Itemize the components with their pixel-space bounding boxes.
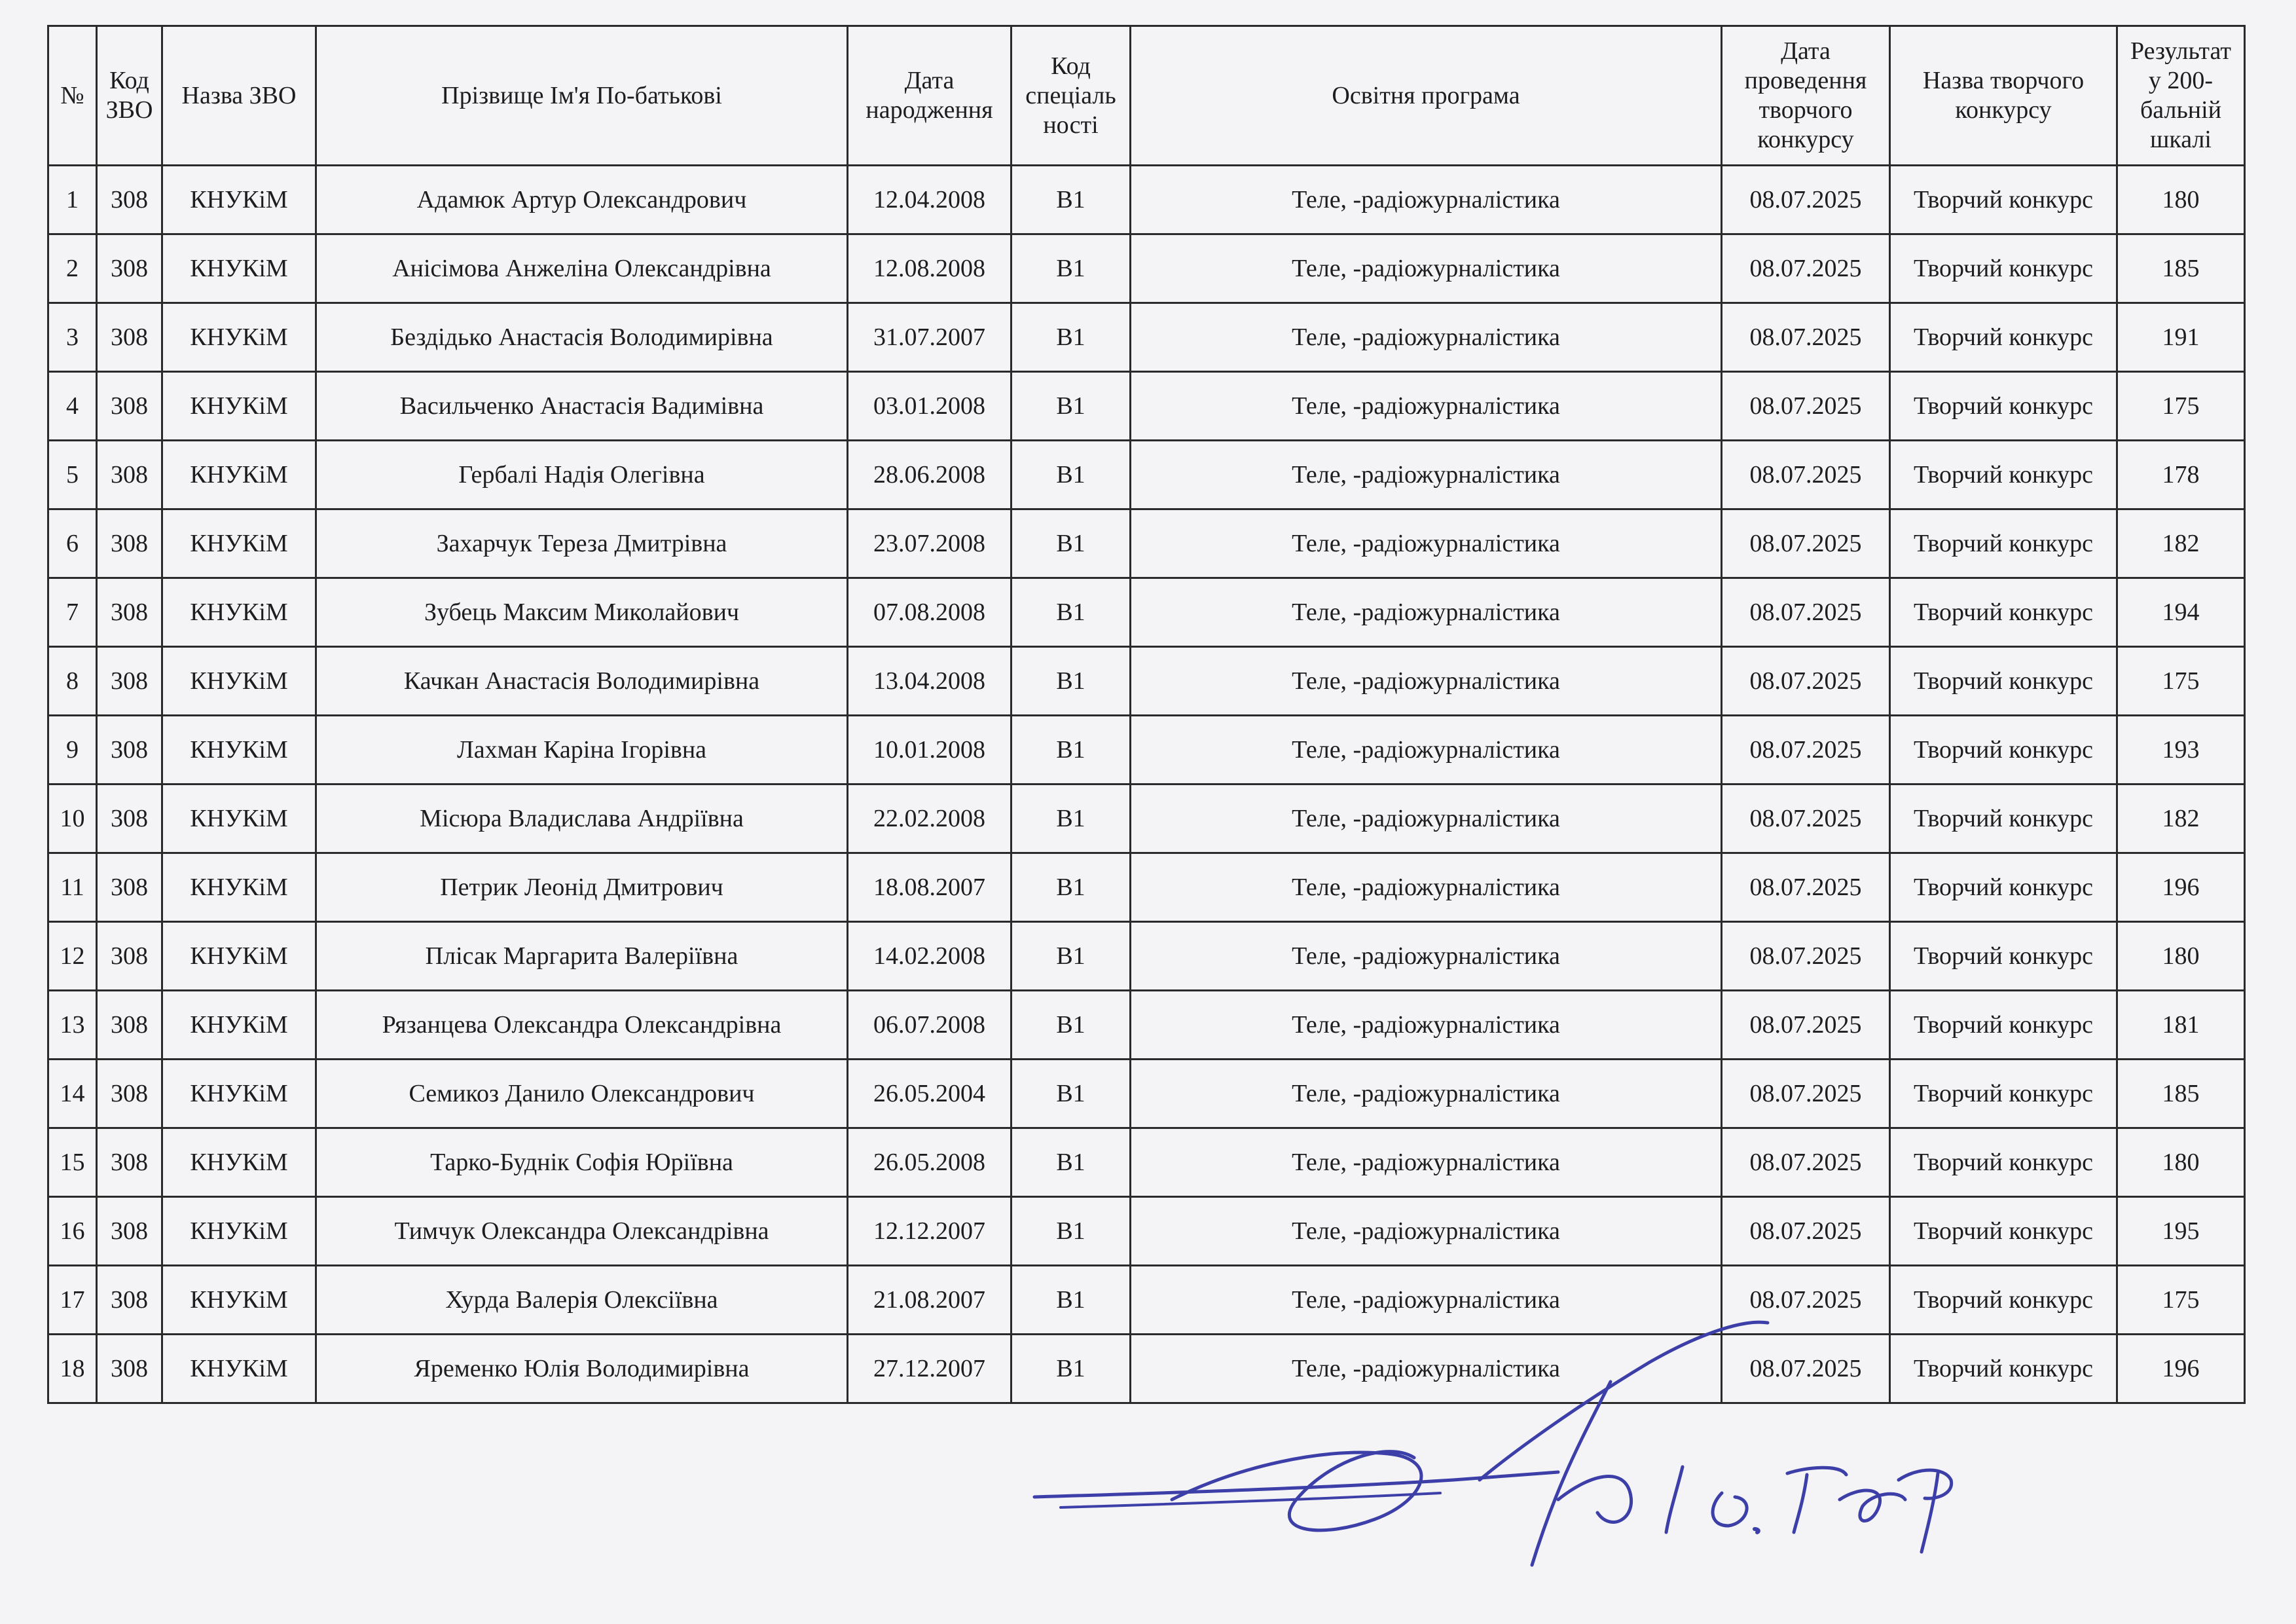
table-row: [48, 1128, 2245, 1197]
contest-date-cell: 08.07.2025: [1722, 166, 1890, 234]
institution-name-cell: КНУКіМ: [162, 853, 316, 922]
row-number-cell: 1: [48, 166, 97, 234]
signature-icon: [1021, 1303, 1977, 1591]
column-header: Назва ЗВО: [162, 26, 316, 166]
table-row: [48, 441, 2245, 509]
institution-code-cell: 308: [97, 372, 162, 441]
birth-date-cell: 23.07.2008: [848, 509, 1011, 578]
table-row: [48, 1197, 2245, 1266]
score-cell: 182: [2117, 784, 2245, 853]
full-name-cell: Тимчук Олександра Олександрівна: [316, 1197, 848, 1266]
institution-name-cell: КНУКіМ: [162, 991, 316, 1060]
specialty-code-cell: B1: [1011, 1128, 1131, 1197]
specialty-code-cell: B1: [1011, 372, 1131, 441]
contest-name-cell: Творчий конкурс: [1890, 647, 2117, 716]
table-row: [48, 922, 2245, 991]
row-number-cell: 13: [48, 991, 97, 1060]
birth-date-cell: 12.12.2007: [848, 1197, 1011, 1266]
education-program-cell: Теле, -радіожурналістика: [1131, 784, 1722, 853]
column-header: Результат у 200-бальній шкалі: [2117, 26, 2245, 166]
institution-code-cell: 308: [97, 234, 162, 303]
specialty-code-cell: B1: [1011, 922, 1131, 991]
institution-code-cell: 308: [97, 1335, 162, 1403]
score-cell: 196: [2117, 1335, 2245, 1403]
row-number-cell: 15: [48, 1128, 97, 1197]
full-name-cell: Лахман Каріна Ігорівна: [316, 716, 848, 784]
institution-code-cell: 308: [97, 303, 162, 372]
score-cell: 180: [2117, 166, 2245, 234]
institution-name-cell: КНУКіМ: [162, 922, 316, 991]
full-name-cell: Бездідько Анастасія Володимирівна: [316, 303, 848, 372]
row-number-cell: 16: [48, 1197, 97, 1266]
score-cell: 185: [2117, 1060, 2245, 1128]
contest-name-cell: Творчий конкурс: [1890, 234, 2117, 303]
contest-name-cell: Творчий конкурс: [1890, 303, 2117, 372]
contest-date-cell: 08.07.2025: [1722, 509, 1890, 578]
institution-name-cell: КНУКіМ: [162, 234, 316, 303]
score-cell: 175: [2117, 372, 2245, 441]
contest-date-cell: 08.07.2025: [1722, 578, 1890, 647]
score-cell: 194: [2117, 578, 2245, 647]
full-name-cell: Качкан Анастасія Володимирівна: [316, 647, 848, 716]
row-number-cell: 5: [48, 441, 97, 509]
contest-date-cell: 08.07.2025: [1722, 1335, 1890, 1403]
table-body: [48, 166, 2245, 1403]
table-row: [48, 509, 2245, 578]
education-program-cell: Теле, -радіожурналістика: [1131, 1197, 1722, 1266]
column-header: №: [48, 26, 97, 166]
education-program-cell: Теле, -радіожурналістика: [1131, 234, 1722, 303]
contest-name-cell: Творчий конкурс: [1890, 716, 2117, 784]
birth-date-cell: 28.06.2008: [848, 441, 1011, 509]
contest-date-cell: 08.07.2025: [1722, 716, 1890, 784]
education-program-cell: Теле, -радіожурналістика: [1131, 1335, 1722, 1403]
row-number-cell: 4: [48, 372, 97, 441]
column-header: Код ЗВО: [97, 26, 162, 166]
education-program-cell: Теле, -радіожурналістика: [1131, 166, 1722, 234]
full-name-cell: Адамюк Артур Олександрович: [316, 166, 848, 234]
education-program-cell: Теле, -радіожурналістика: [1131, 441, 1722, 509]
specialty-code-cell: B1: [1011, 578, 1131, 647]
birth-date-cell: 26.05.2008: [848, 1128, 1011, 1197]
birth-date-cell: 14.02.2008: [848, 922, 1011, 991]
specialty-code-cell: B1: [1011, 784, 1131, 853]
contest-name-cell: Творчий конкурс: [1890, 1197, 2117, 1266]
institution-code-cell: 308: [97, 784, 162, 853]
institution-code-cell: 308: [97, 1266, 162, 1335]
contest-name-cell: Творчий конкурс: [1890, 578, 2117, 647]
education-program-cell: Теле, -радіожурналістика: [1131, 509, 1722, 578]
institution-name-cell: КНУКіМ: [162, 441, 316, 509]
score-cell: 196: [2117, 853, 2245, 922]
specialty-code-cell: B1: [1011, 441, 1131, 509]
specialty-code-cell: B1: [1011, 853, 1131, 922]
score-cell: 185: [2117, 234, 2245, 303]
table-row: [48, 303, 2245, 372]
contest-date-cell: 08.07.2025: [1722, 784, 1890, 853]
education-program-cell: Теле, -радіожурналістика: [1131, 853, 1722, 922]
birth-date-cell: 31.07.2007: [848, 303, 1011, 372]
column-header: Дата проведення творчого конкурсу: [1722, 26, 1890, 166]
specialty-code-cell: B1: [1011, 1266, 1131, 1335]
row-number-cell: 14: [48, 1060, 97, 1128]
institution-name-cell: КНУКіМ: [162, 716, 316, 784]
row-number-cell: 7: [48, 578, 97, 647]
contest-name-cell: Творчий конкурс: [1890, 1335, 2117, 1403]
institution-code-cell: 308: [97, 991, 162, 1060]
full-name-cell: Яременко Юлія Володимирівна: [316, 1335, 848, 1403]
score-cell: 180: [2117, 1128, 2245, 1197]
contest-name-cell: Творчий конкурс: [1890, 441, 2117, 509]
contest-name-cell: Творчий конкурс: [1890, 1266, 2117, 1335]
contest-date-cell: 08.07.2025: [1722, 1128, 1890, 1197]
institution-name-cell: КНУКіМ: [162, 578, 316, 647]
full-name-cell: Рязанцева Олександра Олександрівна: [316, 991, 848, 1060]
row-number-cell: 3: [48, 303, 97, 372]
institution-name-cell: КНУКіМ: [162, 1060, 316, 1128]
score-cell: 178: [2117, 441, 2245, 509]
birth-date-cell: 18.08.2007: [848, 853, 1011, 922]
score-cell: 180: [2117, 922, 2245, 991]
education-program-cell: Теле, -радіожурналістика: [1131, 1266, 1722, 1335]
table-header: [48, 26, 2245, 166]
contest-name-cell: Творчий конкурс: [1890, 509, 2117, 578]
institution-code-cell: 308: [97, 853, 162, 922]
column-header: Назва творчого конкурсу: [1890, 26, 2117, 166]
institution-name-cell: КНУКіМ: [162, 509, 316, 578]
specialty-code-cell: B1: [1011, 1060, 1131, 1128]
table-row: [48, 991, 2245, 1060]
education-program-cell: Теле, -радіожурналістика: [1131, 716, 1722, 784]
column-header: Прізвище Ім'я По-батькові: [316, 26, 848, 166]
contest-name-cell: Творчий конкурс: [1890, 1060, 2117, 1128]
contest-date-cell: 08.07.2025: [1722, 303, 1890, 372]
birth-date-cell: 03.01.2008: [848, 372, 1011, 441]
specialty-code-cell: B1: [1011, 991, 1131, 1060]
institution-code-cell: 308: [97, 922, 162, 991]
results-table: [47, 25, 2246, 1404]
contest-name-cell: Творчий конкурс: [1890, 853, 2117, 922]
contest-date-cell: 08.07.2025: [1722, 647, 1890, 716]
full-name-cell: Тарко-Буднік Софія Юріївна: [316, 1128, 848, 1197]
contest-date-cell: 08.07.2025: [1722, 922, 1890, 991]
column-header: Освітня програма: [1131, 26, 1722, 166]
row-number-cell: 8: [48, 647, 97, 716]
birth-date-cell: 22.02.2008: [848, 784, 1011, 853]
specialty-code-cell: B1: [1011, 1335, 1131, 1403]
row-number-cell: 2: [48, 234, 97, 303]
birth-date-cell: 13.04.2008: [848, 647, 1011, 716]
contest-date-cell: 08.07.2025: [1722, 853, 1890, 922]
birth-date-cell: 12.04.2008: [848, 166, 1011, 234]
score-cell: 195: [2117, 1197, 2245, 1266]
full-name-cell: Анісімова Анжеліна Олександрівна: [316, 234, 848, 303]
row-number-cell: 17: [48, 1266, 97, 1335]
full-name-cell: Петрик Леонід Дмитрович: [316, 853, 848, 922]
education-program-cell: Теле, -радіожурналістика: [1131, 922, 1722, 991]
specialty-code-cell: B1: [1011, 166, 1131, 234]
full-name-cell: Гербалі Надія Олегівна: [316, 441, 848, 509]
row-number-cell: 18: [48, 1335, 97, 1403]
contest-date-cell: 08.07.2025: [1722, 372, 1890, 441]
table-row: [48, 372, 2245, 441]
education-program-cell: Теле, -радіожурналістика: [1131, 303, 1722, 372]
institution-name-cell: КНУКіМ: [162, 1266, 316, 1335]
education-program-cell: Теле, -радіожурналістика: [1131, 372, 1722, 441]
full-name-cell: Зубець Максим Миколайович: [316, 578, 848, 647]
birth-date-cell: 07.08.2008: [848, 578, 1011, 647]
institution-name-cell: КНУКіМ: [162, 303, 316, 372]
table-row: [48, 166, 2245, 234]
specialty-code-cell: B1: [1011, 303, 1131, 372]
specialty-code-cell: B1: [1011, 509, 1131, 578]
institution-code-cell: 308: [97, 166, 162, 234]
institution-name-cell: КНУКіМ: [162, 166, 316, 234]
birth-date-cell: 27.12.2007: [848, 1335, 1011, 1403]
score-cell: 175: [2117, 647, 2245, 716]
specialty-code-cell: B1: [1011, 647, 1131, 716]
score-cell: 181: [2117, 991, 2245, 1060]
education-program-cell: Теле, -радіожурналістика: [1131, 578, 1722, 647]
score-cell: 182: [2117, 509, 2245, 578]
birth-date-cell: 21.08.2007: [848, 1266, 1011, 1335]
table-row: [48, 578, 2245, 647]
full-name-cell: Захарчук Тереза Дмитрівна: [316, 509, 848, 578]
full-name-cell: Плісак Маргарита Валеріївна: [316, 922, 848, 991]
institution-code-cell: 308: [97, 1128, 162, 1197]
education-program-cell: Теле, -радіожурналістика: [1131, 1128, 1722, 1197]
full-name-cell: Хурда Валерія Олексіївна: [316, 1266, 848, 1335]
row-number-cell: 12: [48, 922, 97, 991]
score-cell: 193: [2117, 716, 2245, 784]
full-name-cell: Місюра Владислава Андріївна: [316, 784, 848, 853]
table-row: [48, 647, 2245, 716]
institution-code-cell: 308: [97, 1197, 162, 1266]
contest-date-cell: 08.07.2025: [1722, 234, 1890, 303]
institution-code-cell: 308: [97, 578, 162, 647]
institution-code-cell: 308: [97, 647, 162, 716]
full-name-cell: Семикоз Данило Олександрович: [316, 1060, 848, 1128]
contest-date-cell: 08.07.2025: [1722, 1060, 1890, 1128]
contest-date-cell: 08.07.2025: [1722, 441, 1890, 509]
contest-name-cell: Творчий конкурс: [1890, 991, 2117, 1060]
specialty-code-cell: B1: [1011, 1197, 1131, 1266]
institution-name-cell: КНУКіМ: [162, 372, 316, 441]
education-program-cell: Теле, -радіожурналістика: [1131, 647, 1722, 716]
education-program-cell: Теле, -радіожурналістика: [1131, 1060, 1722, 1128]
score-cell: 175: [2117, 1266, 2245, 1335]
full-name-cell: Васильченко Анастасія Вадимівна: [316, 372, 848, 441]
table-row: [48, 1060, 2245, 1128]
institution-code-cell: 308: [97, 509, 162, 578]
contest-date-cell: 08.07.2025: [1722, 1266, 1890, 1335]
institution-code-cell: 308: [97, 1060, 162, 1128]
contest-date-cell: 08.07.2025: [1722, 991, 1890, 1060]
header-row: [48, 26, 2245, 166]
row-number-cell: 6: [48, 509, 97, 578]
specialty-code-cell: B1: [1011, 234, 1131, 303]
row-number-cell: 11: [48, 853, 97, 922]
contest-name-cell: Творчий конкурс: [1890, 922, 2117, 991]
institution-name-cell: КНУКіМ: [162, 1335, 316, 1403]
contest-name-cell: Творчий конкурс: [1890, 784, 2117, 853]
table-row: [48, 784, 2245, 853]
contest-name-cell: Творчий конкурс: [1890, 166, 2117, 234]
birth-date-cell: 06.07.2008: [848, 991, 1011, 1060]
birth-date-cell: 26.05.2004: [848, 1060, 1011, 1128]
institution-name-cell: КНУКіМ: [162, 1197, 316, 1266]
row-number-cell: 10: [48, 784, 97, 853]
education-program-cell: Теле, -радіожурналістика: [1131, 991, 1722, 1060]
birth-date-cell: 10.01.2008: [848, 716, 1011, 784]
institution-code-cell: 308: [97, 441, 162, 509]
table-row: [48, 716, 2245, 784]
column-header: Дата народження: [848, 26, 1011, 166]
table-row: [48, 234, 2245, 303]
institution-name-cell: КНУКіМ: [162, 647, 316, 716]
row-number-cell: 9: [48, 716, 97, 784]
table-row: [48, 853, 2245, 922]
institution-name-cell: КНУКіМ: [162, 784, 316, 853]
contest-date-cell: 08.07.2025: [1722, 1197, 1890, 1266]
institution-code-cell: 308: [97, 716, 162, 784]
birth-date-cell: 12.08.2008: [848, 234, 1011, 303]
contest-name-cell: Творчий конкурс: [1890, 372, 2117, 441]
contest-name-cell: Творчий конкурс: [1890, 1128, 2117, 1197]
specialty-code-cell: B1: [1011, 716, 1131, 784]
column-header: Код спеціаль ності: [1011, 26, 1131, 166]
institution-name-cell: КНУКіМ: [162, 1128, 316, 1197]
score-cell: 191: [2117, 303, 2245, 372]
